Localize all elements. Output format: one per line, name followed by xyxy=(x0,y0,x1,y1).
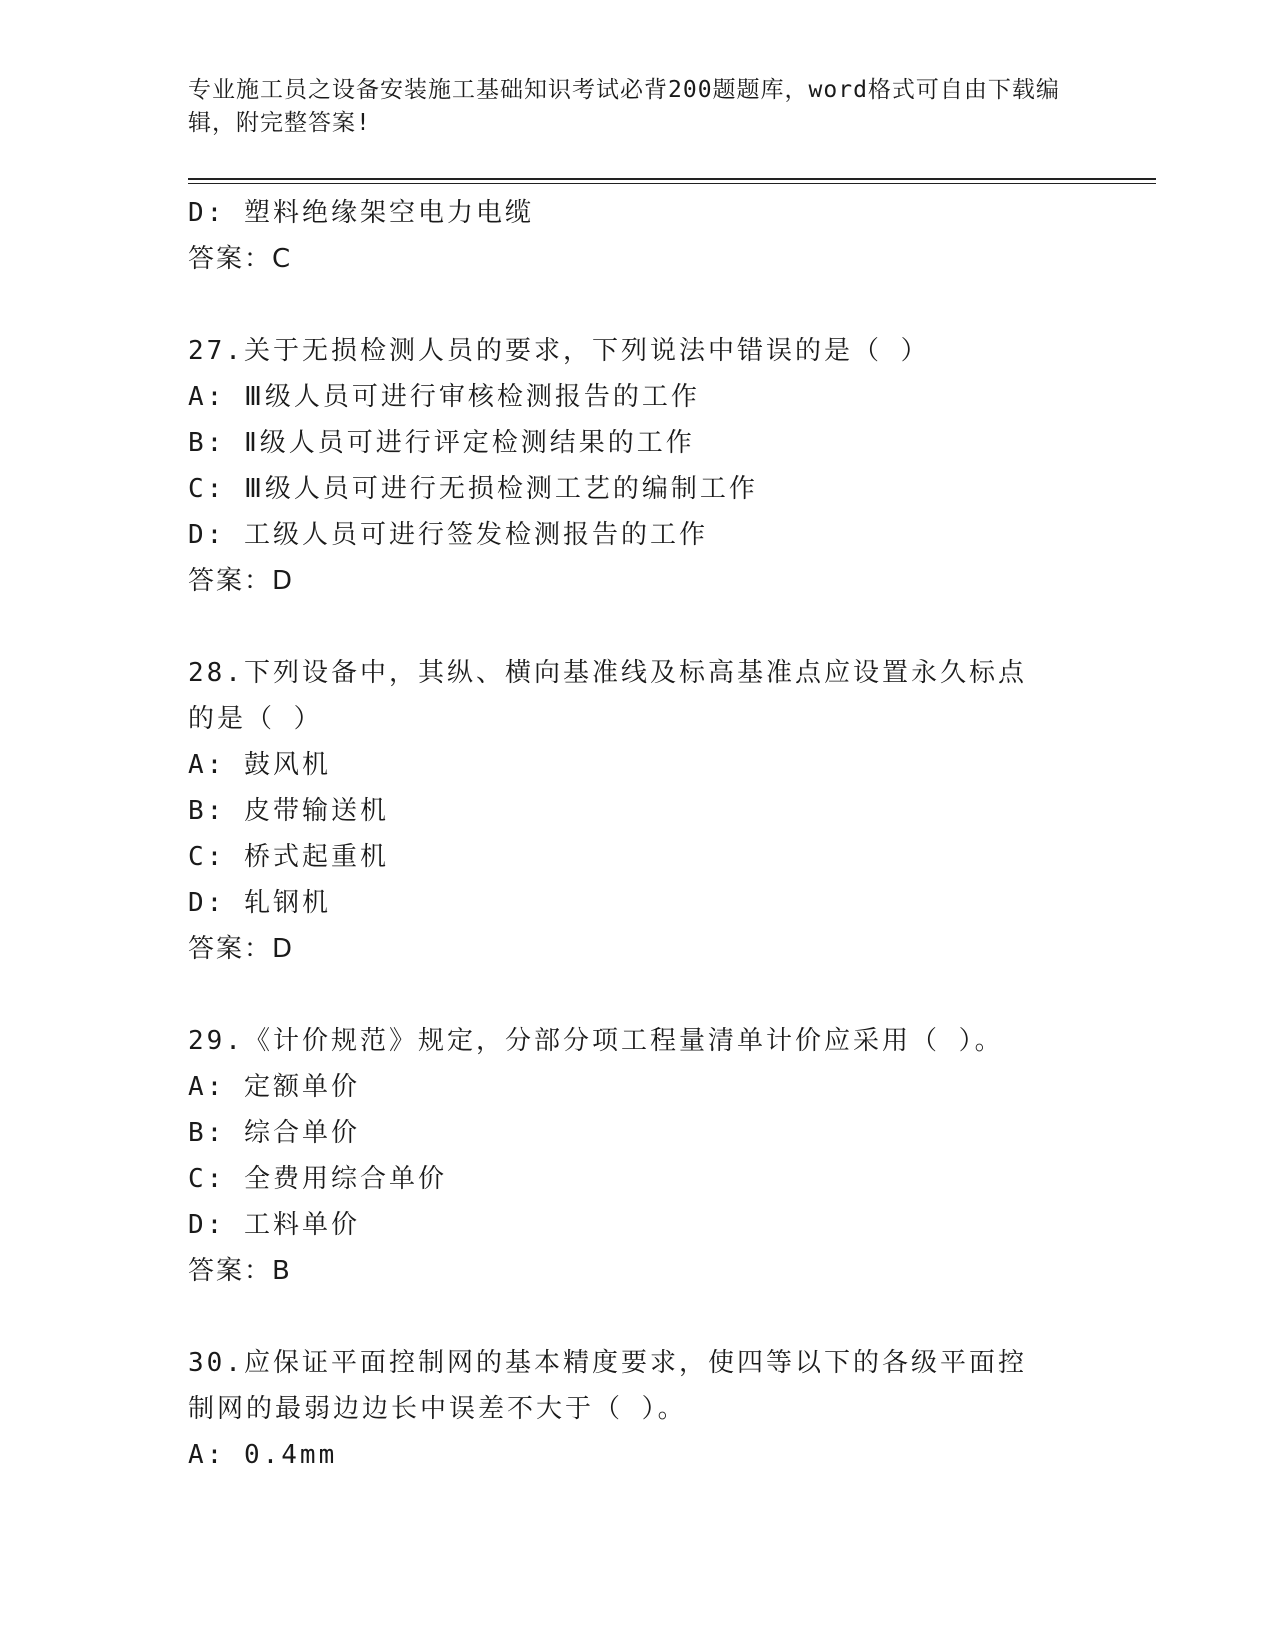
option-d: D: 轧钢机 xyxy=(188,888,331,918)
answer-line: 答案：B xyxy=(188,1256,292,1286)
document-header xyxy=(188,74,1068,140)
question-stem: 29.《计价规范》规定，分部分项工程量清单计价应采用（ ）。 xyxy=(188,1026,1004,1056)
option-d: D: 塑料绝缘架空电力电缆 xyxy=(188,198,534,228)
option-c: C: 全费用综合单价 xyxy=(188,1164,447,1194)
header-divider xyxy=(188,178,1156,180)
option-b: B: 皮带输送机 xyxy=(188,796,389,826)
option-a: A: 鼓风机 xyxy=(188,750,331,780)
question-stem: 27.关于无损检测人员的要求，下列说法中错误的是（ ） xyxy=(188,336,930,366)
option-c: C: Ⅲ级人员可进行无损检测工艺的编制工作 xyxy=(188,474,758,504)
option-d: D: 工级人员可进行签发检测报告的工作 xyxy=(188,520,708,550)
question-28 xyxy=(188,650,1088,972)
answer-line: 答案：D xyxy=(188,934,295,964)
option-b: B: 综合单价 xyxy=(188,1118,360,1148)
question-30 xyxy=(188,1340,1088,1478)
answer-line: 答案：D xyxy=(188,566,295,596)
option-a: A: 0.4mm xyxy=(188,1440,338,1470)
option-c: C: 桥式起重机 xyxy=(188,842,389,872)
option-b: B: Ⅱ级人员可进行评定检测结果的工作 xyxy=(188,428,695,458)
option-d: D: 工料单价 xyxy=(188,1210,360,1240)
document-body xyxy=(188,190,1088,1478)
header-title: 专业施工员之设备安装施工基础知识考试必背200题题库，word格式可自由下载编辑，附完整答案! xyxy=(188,77,1060,136)
option-a: A: Ⅲ级人员可进行审核检测报告的工作 xyxy=(188,382,700,412)
question-stem: 30.应保证平面控制网的基本精度要求，使四等以下的各级平面控制网的最弱边边长中误差不大于（ ）。 xyxy=(188,1348,1027,1424)
option-a: A: 定额单价 xyxy=(188,1072,360,1102)
answer-line: 答案：C xyxy=(188,244,293,274)
header-divider-thin xyxy=(188,183,1156,184)
question-27 xyxy=(188,328,1088,604)
question-stem: 28.下列设备中，其纵、横向基准线及标高基准点应设置永久标点的是（ ） xyxy=(188,658,1027,734)
question-29 xyxy=(188,1018,1088,1294)
